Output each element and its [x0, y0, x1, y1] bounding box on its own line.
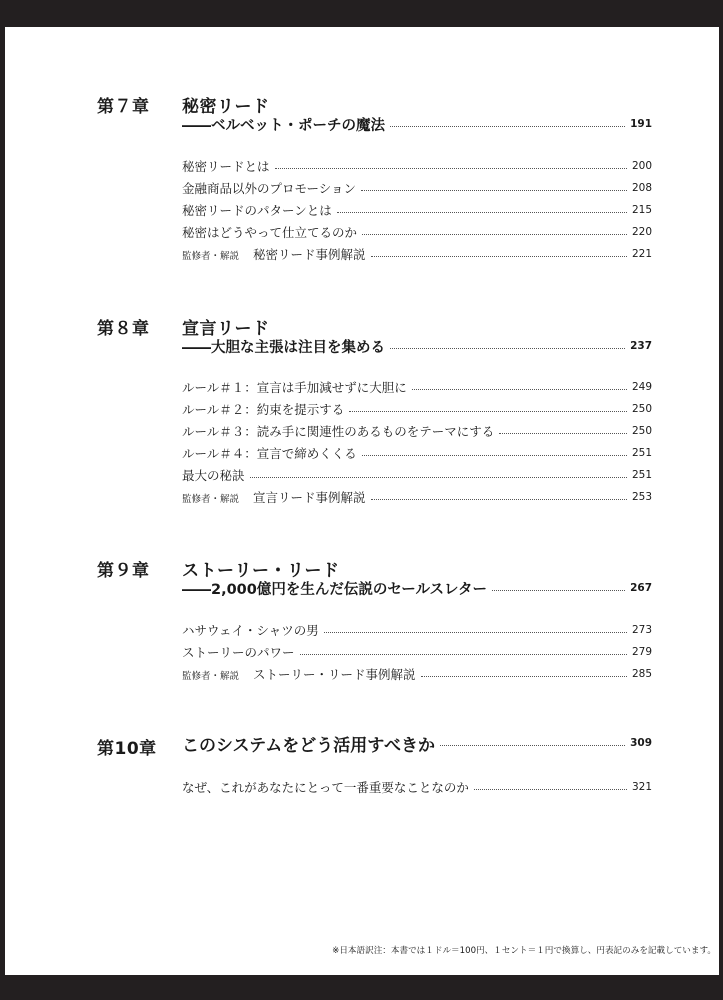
toc-entry[interactable]	[182, 444, 652, 462]
toc-entry[interactable]	[182, 466, 652, 484]
left-border	[0, 27, 5, 975]
leader-dots	[324, 632, 627, 633]
page-number: 249	[631, 381, 652, 393]
leader-dots	[250, 477, 627, 478]
leader-dots	[371, 256, 627, 257]
leader-dots	[300, 654, 627, 655]
leader-dots	[474, 789, 627, 790]
toc-entry[interactable]	[182, 400, 652, 418]
leader-dots	[390, 126, 625, 127]
page-number: 221	[631, 248, 652, 260]
leader-dots	[421, 676, 627, 677]
toc-entry-label	[182, 245, 366, 263]
toc-entry[interactable]	[182, 179, 652, 197]
leader-dots	[492, 590, 625, 591]
toc-entry-label: ――ベルベット・ポーチの魔法	[182, 117, 385, 134]
toc-entry-label: 金融商品以外のプロモーション	[182, 181, 357, 196]
page-number: 321	[631, 781, 652, 793]
chapter-title: 秘密リード	[182, 97, 270, 117]
supervisor-commentary-tag: 監修者・解説	[182, 494, 240, 505]
page-number: 208	[631, 182, 652, 194]
toc-entry-label: ルール＃２：約束を提示する	[182, 402, 345, 417]
right-border	[719, 27, 723, 975]
toc-entry-chapter-8-subtitle[interactable]	[182, 337, 652, 355]
toc-entry[interactable]	[182, 201, 652, 219]
page-number: 237	[630, 340, 652, 352]
leader-dots	[499, 433, 627, 434]
leader-dots	[349, 411, 627, 412]
page-number: 309	[630, 737, 652, 749]
chapter-number: 第８章	[97, 319, 150, 339]
leader-dots	[412, 389, 627, 390]
toc-entry-text: 秘密リード事例解説	[253, 247, 366, 262]
toc-entry[interactable]	[182, 422, 652, 440]
toc-entry[interactable]	[182, 643, 652, 661]
leader-dots	[275, 168, 627, 169]
chapter-10-heading	[97, 734, 182, 759]
toc-entry-chapter-10-title[interactable]	[182, 734, 652, 756]
toc-entry-text: ストーリー・リード事例解説	[253, 667, 416, 682]
toc-entry-label: 秘密リードのパターンとは	[182, 203, 332, 218]
leader-dots	[440, 745, 625, 746]
toc-entry-commentary[interactable]	[182, 488, 652, 506]
toc-entry-label: ルール＃１：宣言は手加減せずに大胆に	[182, 380, 407, 395]
chapter-number: 第９章	[97, 561, 150, 581]
chapter-title: このシステムをどう活用すべきか	[182, 735, 435, 756]
page-number: 200	[631, 160, 652, 172]
supervisor-commentary-tag: 監修者・解説	[182, 251, 240, 262]
leader-dots	[371, 499, 627, 500]
page-number: 273	[631, 624, 652, 636]
page-number: 215	[631, 204, 652, 216]
toc-entry-label	[182, 488, 366, 506]
toc-entry[interactable]	[182, 621, 652, 639]
toc-entry-label: なぜ、これがあなたにとって一番重要なことなのか	[182, 780, 469, 795]
page-number: 251	[631, 469, 652, 481]
toc-entry-text: 宣言リード事例解説	[253, 490, 366, 505]
leader-dots	[337, 212, 627, 213]
page-number: 279	[631, 646, 652, 658]
toc-entry-label: ルール＃３：読み手に関連性のあるものをテーマにする	[182, 424, 495, 439]
supervisor-commentary-tag: 監修者・解説	[182, 671, 240, 682]
toc-entry-label: ――2,000億円を生んだ伝説のセールスレター	[182, 581, 487, 598]
toc-entry-label: 秘密リードとは	[182, 159, 270, 174]
toc-entry[interactable]	[182, 157, 652, 175]
toc-entry[interactable]	[182, 378, 652, 396]
page-number: 285	[631, 668, 652, 680]
toc-entry-chapter-9-subtitle[interactable]	[182, 579, 652, 597]
page-number: 253	[631, 491, 652, 503]
top-border	[0, 0, 723, 27]
page-number: 267	[630, 582, 652, 594]
leader-dots	[361, 190, 627, 191]
leader-dots	[362, 455, 627, 456]
toc-entry-label	[182, 665, 416, 683]
page-number: 250	[631, 403, 652, 415]
toc-entry-label: 秘密はどうやって仕立てるのか	[182, 225, 358, 240]
toc-entry-label: ハサウェイ・シャツの男	[182, 623, 319, 638]
leader-dots	[390, 348, 625, 349]
bottom-border	[0, 975, 723, 1000]
toc-entry-label: ルール＃４：宣言で締めくくる	[182, 446, 357, 461]
toc-entry-label: ――大胆な主張は注目を集める	[182, 339, 385, 356]
toc-entry-label: 最大の秘訣	[182, 468, 245, 483]
toc-entry[interactable]	[182, 223, 652, 241]
page-number: 191	[630, 118, 652, 130]
toc-entry[interactable]	[182, 778, 652, 796]
chapter-number: 第７章	[97, 97, 150, 117]
toc-entry-label: ストーリーのパワー	[182, 645, 295, 660]
toc-entry-commentary[interactable]	[182, 245, 652, 263]
chapter-number: 第10章	[97, 739, 157, 759]
page-number: 251	[631, 447, 652, 459]
toc-entry-commentary[interactable]	[182, 665, 652, 683]
toc-entry-chapter-7-subtitle[interactable]	[182, 115, 652, 133]
leader-dots	[362, 234, 627, 235]
chapter-title: ストーリー・リード	[182, 561, 340, 581]
translator-footnote: ※日本語訳注：本書では１ドル＝100円、１セント＝１円で換算し、円表記のみを記載しています。	[332, 946, 716, 956]
page-number: 250	[631, 425, 652, 437]
chapter-title: 宣言リード	[182, 319, 270, 339]
page-number: 220	[631, 226, 652, 238]
